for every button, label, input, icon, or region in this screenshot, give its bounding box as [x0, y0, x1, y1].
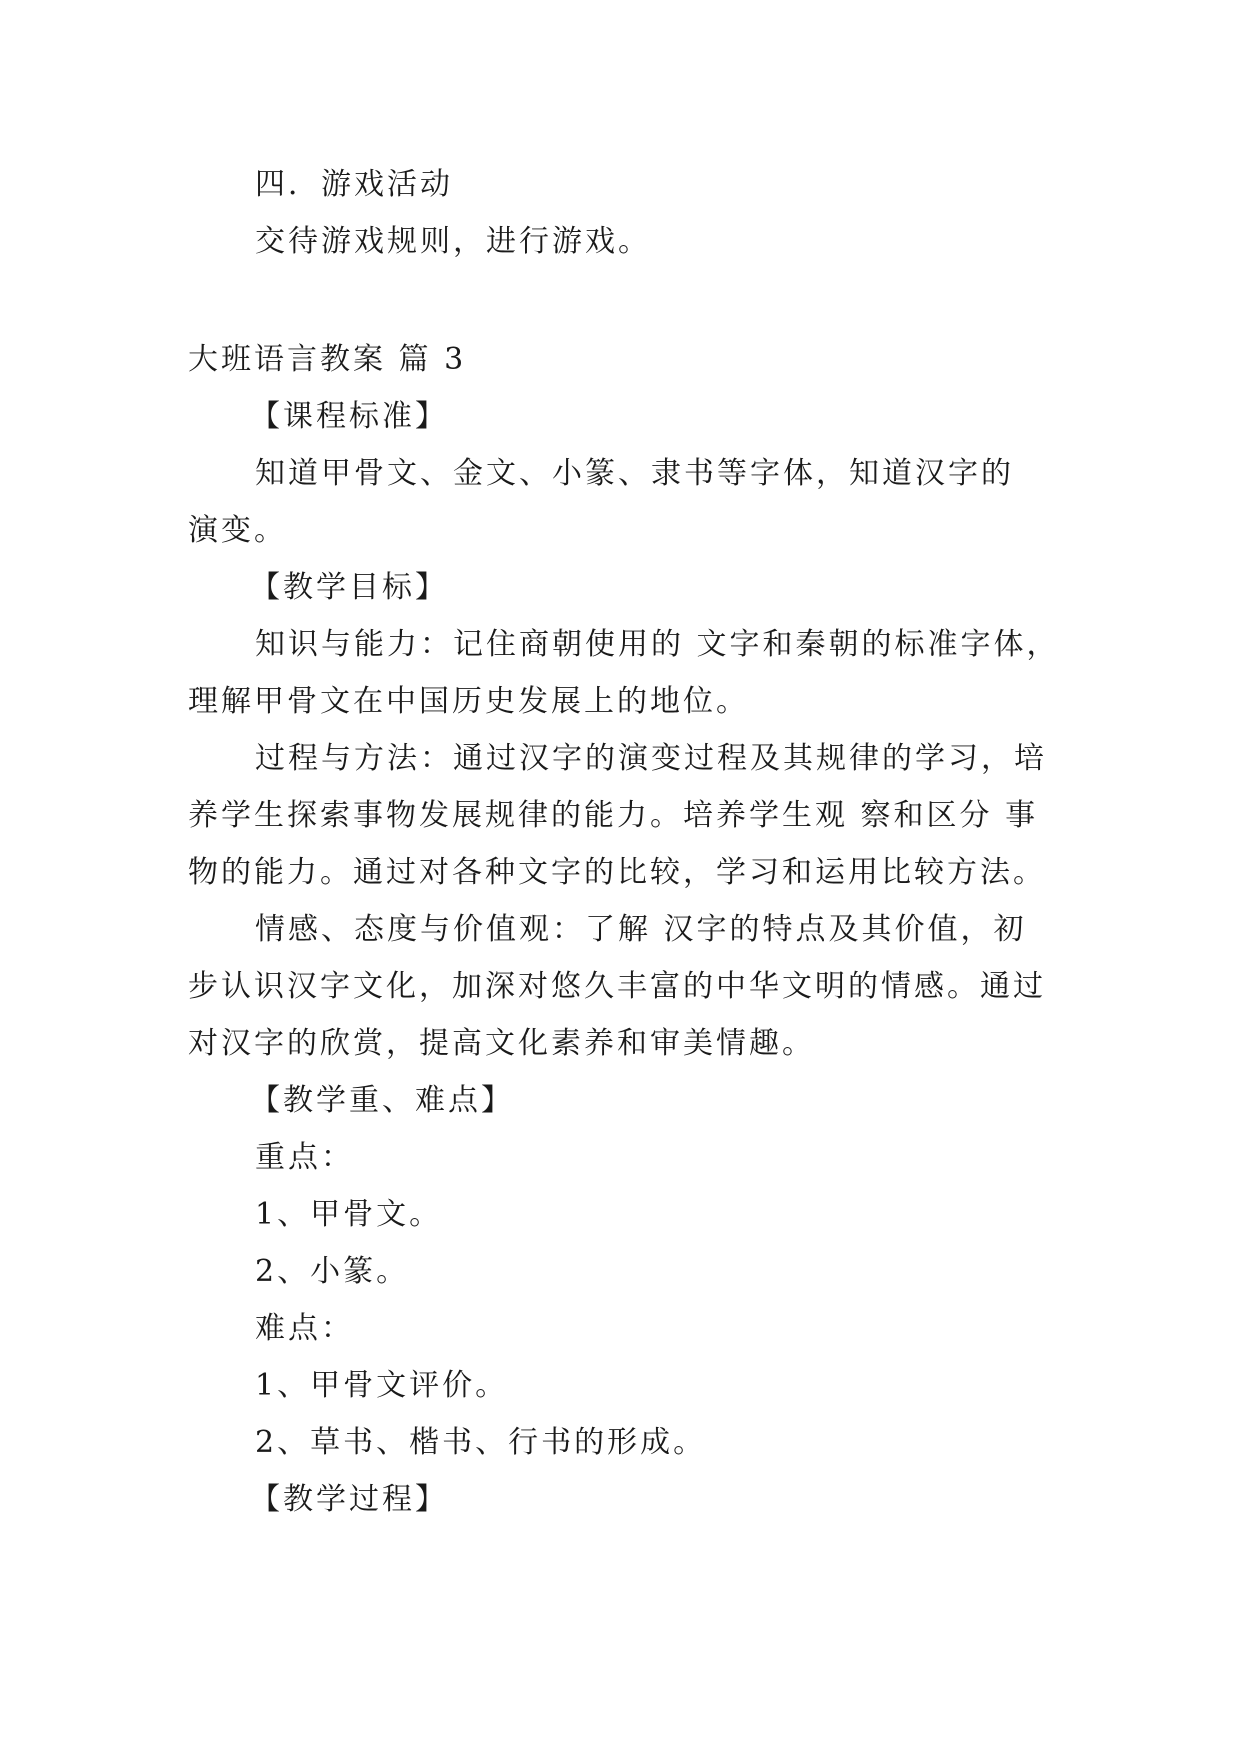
- paragraph-line: 理解甲骨文在中国历史发展上的地位。: [188, 684, 749, 719]
- paragraph-line: 知识与能力：记住商朝使用的 文字和秦朝的标准字体，: [255, 627, 1060, 662]
- section-heading-game-activity: 四．游戏活动: [255, 167, 453, 202]
- paragraph-line: 演变。: [188, 513, 287, 548]
- paragraph-line: 过程与方法：通过汉字的演变过程及其规律的学习，培: [255, 741, 1047, 776]
- section-heading-teaching-objectives: 【教学目标】: [250, 570, 448, 605]
- paragraph-line: 知道甲骨文、金文、小篆、隶书等字体，知道汉字的: [255, 456, 1014, 491]
- section-heading-teaching-process: 【教学过程】: [250, 1482, 448, 1517]
- paragraph-line: 物的能力。通过对各种文字的比较，学习和运用比较方法。: [188, 855, 1046, 890]
- list-item: 1、甲骨文。: [255, 1197, 443, 1232]
- paragraph-line: 养学生探索事物发展规律的能力。培养学生观 察和区分 事: [188, 798, 1039, 833]
- label-key-points: 重点：: [255, 1140, 354, 1175]
- list-item: 2、草书、楷书、行书的形成。: [255, 1425, 707, 1460]
- lesson-title: 大班语言教案 篇 3: [188, 342, 467, 377]
- list-item: 2、小篆。: [255, 1254, 410, 1289]
- paragraph-line: 步认识汉字文化，加深对悠久丰富的中华文明的情感。通过: [188, 969, 1046, 1004]
- paragraph-line: 对汉字的欣赏，提高文化素养和审美情趣。: [188, 1026, 815, 1061]
- paragraph-line: 交待游戏规则，进行游戏。: [255, 224, 651, 259]
- section-heading-curriculum-standard: 【课程标准】: [250, 399, 448, 434]
- section-heading-key-difficult-points: 【教学重、难点】: [250, 1083, 514, 1118]
- label-difficult-points: 难点：: [255, 1311, 354, 1346]
- list-item: 1、甲骨文评价。: [255, 1368, 509, 1403]
- paragraph-line: 情感、态度与价值观：了解 汉字的特点及其价值，初: [255, 912, 1027, 947]
